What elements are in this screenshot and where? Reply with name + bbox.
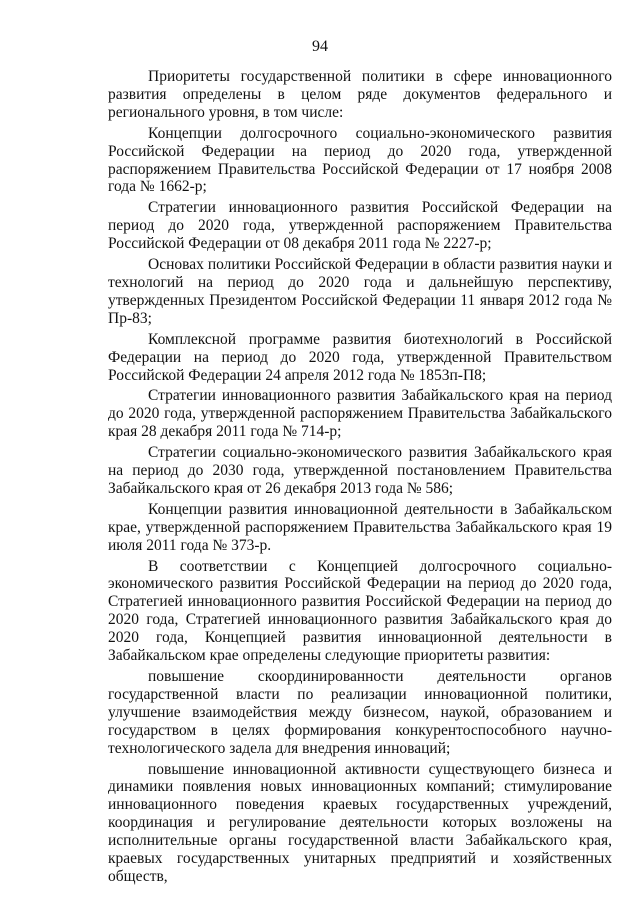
list-item-biotech-program: Комплексной программе развития биотехнологий в Российской Федерации на период до 2020 года, утвержденной Правительством Российской Федерации 24 апреля 2012 года № 1853п-П8; — [108, 330, 612, 384]
page-number: 94 — [312, 38, 328, 55]
document-body — [108, 68, 612, 889]
intro-paragraph: Приоритеты государственной политики в сфере инновационного развития определены в целом ряде документов федерального и регионального уровня, в том числе: — [108, 68, 612, 121]
list-item-concept-2020: Концепции долгосрочного социально-экономического развития Российской Федерации на период до 2020 года, утвержденной распоряжением Правительства Российской Федерации от 17 ноября 2008 года № 1662-р; — [108, 124, 612, 196]
list-item-regional-socioeconomic-strategy: Стратегии социально-экономического развития Забайкальского края на период до 2030 года, утвержденной постановлением Правительства Забайкальского края от 26 декабря 2013 года № 586; — [108, 444, 612, 497]
list-item-science-policy: Основах политики Российской Федерации в области развития науки и технологий на период до 2020 года и дальнейшую перспективу, утвержденных Президентом Российской Федерации 11 января 2012 года № Пр-83; — [108, 256, 612, 327]
priorities-intro-paragraph: В соответствии с Концепцией долгосрочного социально-экономического развития Российской Федерации на период до 2020 года, Стратегией инновационного развития Российской Федерации на период до 2020 года, Стратегией инновационного развития Забайкальского края до 2020 года, Концепцией развития инновационной деятельности в Забайкальском крае определены следующие приоритеты развития: — [108, 557, 612, 665]
list-item-regional-innovation-concept: Концепции развития инновационной деятельности в Забайкальском крае, утвержденной распоряжением Правительства Забайкальского края 19 июля 2011 года № 373-р. — [108, 500, 612, 554]
list-item-innovation-strategy-rf: Стратегии инновационного развития Российской Федерации на период до 2020 года, утвержденной распоряжением Правительства Российской Федерации от 08 декабря 2011 года № 2227-р; — [108, 199, 612, 253]
list-item-regional-innovation-strategy: Стратегии инновационного развития Забайкальского края на период до 2020 года, утвержденной распоряжением Правительства Забайкальского края 28 декабря 2011 года № 714-р; — [108, 387, 612, 441]
priority-item-coordination: повышение скоординированности деятельности органов государственной власти по реализации инновационной политики, улучшение взаимодействия между бизнесом, наукой, образованием и государством в целях формирования конкурентоспособного научно-технологического задела для внедрения инноваций; — [108, 668, 612, 757]
priority-item-business-activity: повышение инновационной активности существующего бизнеса и динамики появления новых инновационных компаний; стимулирование инновационного поведения краевых государственных учреждений, координация и регулирование деятельности которых возложены на исполнительные органы государственной власти Забайкальского края, краевых государственных унитарных предприятий и хозяйственных обществ, — [108, 760, 612, 885]
